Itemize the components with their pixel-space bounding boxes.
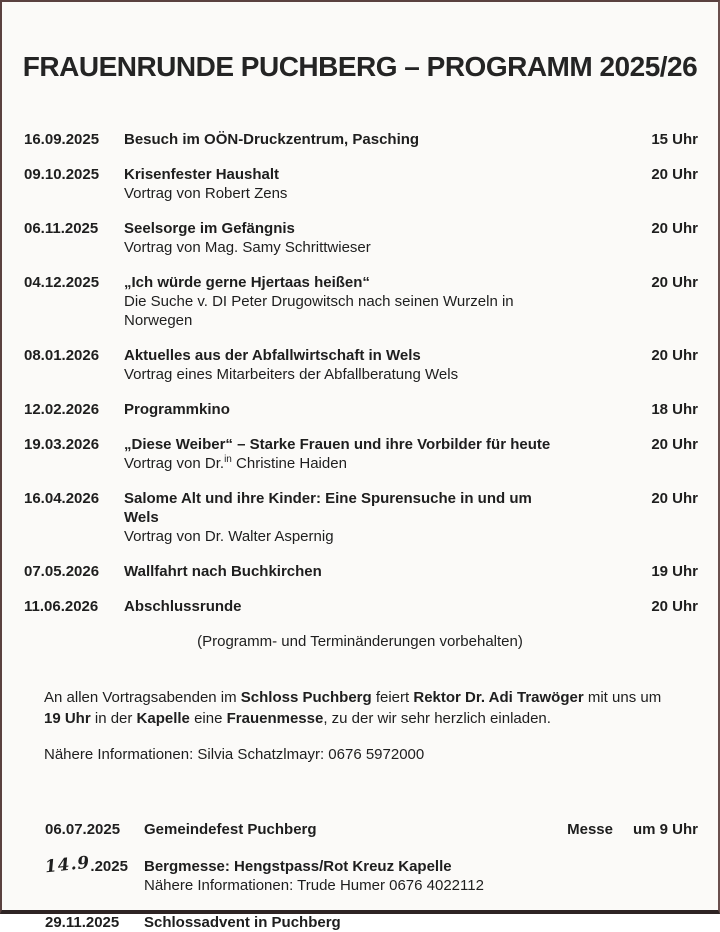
superscript-text: in [224,454,232,465]
event-row [2,489,718,546]
event-subtitle: Vortrag eines Mitarbeiters der Abfallberatung Wels [124,366,459,383]
event-title: „Diese Weiber“ – Starke Frauen und ihre Vorbilder für heute [124,436,551,453]
bold-text: Kapelle [136,710,190,727]
event-text [124,435,568,473]
event-text [144,820,523,839]
event-time-value: um 9 Uhr [632,821,698,838]
disclaimer-note: (Programm- und Terminänderungen vorbehalten) [197,633,523,650]
bold-text: Schloss Puchberg [240,689,372,706]
event-row [2,820,718,839]
event-time-label: Messe [567,821,613,838]
event-date: 16.04.2026 [24,490,100,507]
event-text [144,913,523,932]
page-title: FRAUENRUNDE PUCHBERG – PROGRAMM 2025/26 [22,51,698,82]
event-time [568,165,698,203]
event-text [124,489,568,546]
event-row [2,852,718,895]
invitation-paragraph [44,687,662,729]
event-row [2,130,718,149]
plain-text: , zu der wir sehr herzlich einladen. [323,710,551,727]
event-row [2,165,718,203]
event-row [2,913,718,932]
event-title: Salome Alt und ihre Kinder: Eine Spurensuche in und um Wels [124,490,532,526]
event-row [2,346,718,384]
bold-text: Frauenmesse [226,710,324,727]
event-title: Aktuelles aus der Abfallwirtschaft in Wels [124,347,421,364]
event-title: Abschlussrunde [124,598,242,615]
event-text [124,165,568,203]
event-date: 11.06.2026 [24,598,99,615]
event-title: Wallfahrt nach Buchkirchen [124,563,322,580]
plain-text: Christine Haiden [231,455,347,472]
event-date: 04.12.2025 [24,274,100,291]
event-date: 06.07.2025 [45,821,121,838]
event-time [568,562,698,581]
event-time-value: 18 Uhr [651,401,698,418]
event-time [568,346,698,384]
event-title: Gemeindefest Puchberg [144,821,317,838]
event-date: 16.09.2025 [24,131,100,148]
event-subtitle [124,454,568,473]
event-title: Programmkino [124,401,230,418]
event-time [568,435,698,473]
event-title: Krisenfester Haushalt [124,166,280,183]
event-title: „Ich würde gerne Hjertaas heißen“ [124,274,370,291]
plain-text: An allen Vortragsabenden im [44,689,241,706]
plain-text: eine [189,710,227,727]
event-time-value: 20 Uhr [651,598,698,615]
event-row [2,597,718,616]
event-date: 08.01.2026 [24,347,100,364]
event-date: 09.10.2025 [24,166,100,183]
bold-text: Rektor Dr. Adi Trawöger [413,689,584,706]
event-time [568,130,698,149]
event-text [124,130,568,149]
event-time-value: 20 Uhr [651,220,698,237]
event-date: 06.11.2025 [24,220,99,237]
event-time [523,820,698,839]
event-time-value: 20 Uhr [651,347,698,364]
event-row [2,562,718,581]
event-text [144,857,523,895]
event-time-value: 15 Uhr [651,131,698,148]
event-date: 29.11.2025 [45,914,120,931]
event-subtitle: Die Suche v. DI Peter Drugowitsch nach seinen Wurzeln in Norwegen [124,293,514,329]
event-title: Besuch im OÖN-Druckzentrum, Pasching [124,131,420,148]
event-time [523,857,698,895]
event-title: Seelsorge im Gefängnis [124,220,295,237]
event-row [2,400,718,419]
event-text [124,346,568,384]
contact-info: Nähere Informationen: Silvia Schatzlmayr: 0676 5972000 [44,746,425,763]
event-text [124,562,568,581]
event-time [568,273,698,330]
event-time [568,489,698,546]
event-time-value: 20 Uhr [651,436,698,453]
event-date: 12.02.2026 [24,401,100,418]
event-date: 19.03.2026 [24,436,100,453]
bold-text: 19 Uhr [44,710,91,727]
event-title: Schlossadvent in Puchberg [144,914,341,931]
plain-text: in der [90,710,137,727]
event-text [124,597,568,616]
event-time-value: 19 Uhr [651,563,698,580]
plain-text: mit uns um [583,689,662,706]
event-row [2,219,718,257]
event-time-value: 20 Uhr [651,274,698,291]
event-time [523,913,698,932]
event-row [2,435,718,473]
event-title: Bergmesse: Hengstpass/Rot Kreuz Kapelle [144,858,452,875]
event-subtitle: Nähere Informationen: Trude Humer 0676 4022112 [144,877,484,894]
event-text [124,219,568,257]
handwritten-date: 14.9 [43,852,92,878]
plain-text: feiert [371,689,414,706]
plain-text: Vortrag von Dr. [124,455,225,472]
event-date: 07.05.2026 [24,563,100,580]
event-subtitle: Vortrag von Robert Zens [124,185,288,202]
event-subtitle: Vortrag von Dr. Walter Aspernig [124,528,334,545]
event-date-suffix: .2025 [90,858,128,875]
extra-event-list [2,820,718,932]
event-date [43,852,144,895]
event-time-value: 20 Uhr [651,166,698,183]
event-row [2,273,718,330]
event-time [568,597,698,616]
event-time-value: 20 Uhr [651,490,698,507]
event-time [568,400,698,419]
event-subtitle: Vortrag von Mag. Samy Schrittwieser [124,239,371,256]
event-text [124,400,568,419]
main-event-list [2,130,718,616]
event-text [124,273,568,330]
event-time [568,219,698,257]
